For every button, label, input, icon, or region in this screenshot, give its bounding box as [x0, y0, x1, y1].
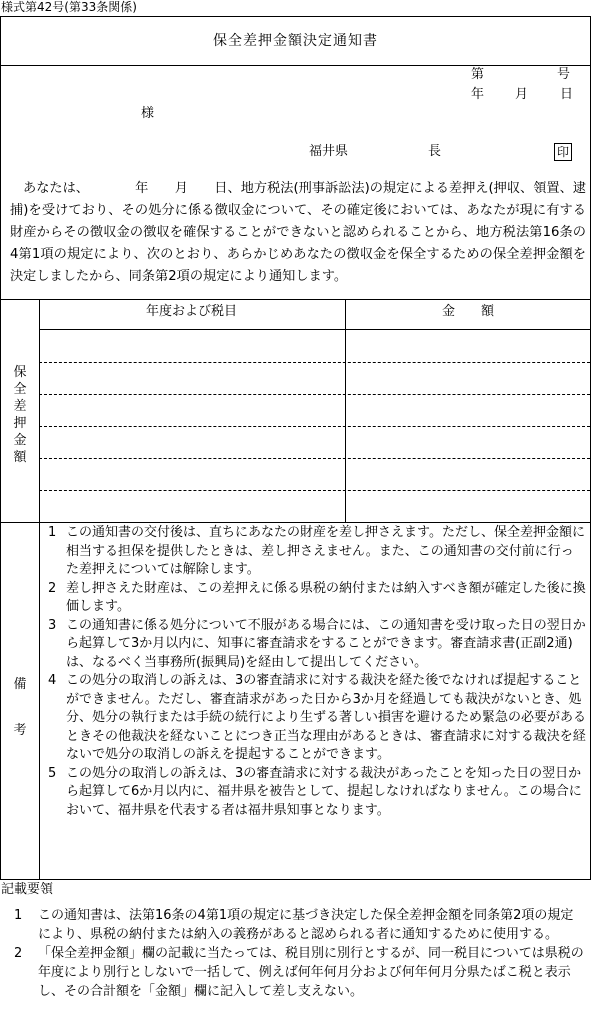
instruction-text: この通知書は、法第16条の4第1項の規定に基づき決定した保全差押金額を同条第2項の規定により、県税の納付または納入の義務があると認められる者に通知するために使用する。	[38, 908, 574, 942]
side-label-char: 金	[13, 433, 27, 448]
remark-number: 4	[48, 673, 57, 688]
remark-text: 差し押さえた財産は、この差押えに係る県税の納付または納入すべき額が確定した後に換価します。	[66, 580, 586, 614]
date-day: 日	[560, 87, 574, 102]
remark-text: この通知書の交付後は、直ちにあなたの財産を差し押さえます。ただし、保全差押金額に相当する担保を提供したときは、差し押さえません。また、この通知書の交付前に行った差押えについては解除します。	[66, 525, 585, 577]
remarks-side-label	[11, 662, 29, 754]
notice-body	[10, 178, 586, 288]
side-label-column-rule	[39, 299, 40, 879]
remark-number: 5	[48, 765, 57, 781]
side-label-char: 保	[13, 365, 27, 380]
instructions-heading: 記載要領	[1, 882, 54, 897]
instruction-text: 「保全差押金額」欄の記載に当たっては、税目別に別行とするが、同一税目については県税の年度により別行としないで一括して、例えば何年何月分および何年何月分県たばこ税と表示し、その合計額を「金額」欄に記入して差し支えない。	[38, 946, 584, 999]
instruction-number: 1	[14, 908, 23, 923]
side-label-char: 差	[13, 399, 27, 414]
table-row-rule	[39, 426, 590, 427]
table-row-rule	[39, 394, 590, 395]
table-row-rule	[39, 490, 590, 491]
side-label-char: 額	[13, 450, 27, 465]
document-title: 保全差押金額決定通知書	[213, 33, 378, 49]
seal-mark: 印	[554, 143, 572, 161]
body-divider	[1, 299, 590, 300]
remarks-list	[48, 524, 586, 820]
column-header-amount: 金 額	[441, 304, 494, 319]
remark-item	[48, 765, 586, 821]
amount-column-rule	[345, 299, 346, 522]
side-label-char: 備	[13, 677, 27, 692]
remark-text: この通知書に係る処分について不服がある場合には、この通知書を受け取った日の翌日から起算して3か月以内に、知事に審査請求をすることができます。審査請求書(正副2通)は、なるべく当事務所(振興局)を経由して提出してください。	[66, 617, 586, 670]
table-side-label	[11, 364, 29, 466]
remark-item	[48, 580, 586, 617]
remark-number: 3	[48, 617, 57, 633]
column-header-year-tax: 年度および税目	[145, 304, 237, 319]
form-number-label: 様式第42号(第33条関係)	[1, 0, 137, 14]
remark-item	[48, 524, 586, 580]
remark-text: この処分の取消しの訴えは、3の審査請求に対する裁決を経た後でなければ提起することができません。ただし、審査請求があった日から3か月を経過しても裁決がないとき、処分、処分の執行または手続の続行により生ずる著しい損害を避けるため緊急の必要があるときその他裁決を経ないことにつき正当な理由があるときは、審査請求に対する裁決を経ないで処分の取消しの訴えを提起することができます。	[66, 673, 587, 762]
number-suffix: 号	[557, 67, 571, 82]
remark-item	[48, 672, 586, 765]
remarks-divider	[1, 522, 590, 523]
table-header-divider	[39, 329, 590, 330]
instruction-number: 2	[14, 946, 23, 961]
number-prefix: 第	[471, 67, 485, 82]
side-label-char: 考	[13, 723, 27, 738]
title-divider	[1, 65, 590, 66]
notice-paragraph: あなたは、 年 月 日、地方税法(刑事訴訟法)の規定による差押え(押収、領置、逮捕)を受けており、その処分に係る徴収金について、その確定後においては、あなたが現に有する財産からその徴収金の徴収を確保することができないと認められることから、地方税法第16条の4第1項の規定により、次のとおり、あらかじめあなたの徴収金を保全するための保全差押金額を決定しましたから、同条第2項の規定により通知します。	[10, 181, 586, 284]
instruction-item	[14, 944, 586, 1001]
remark-item	[48, 617, 586, 673]
remark-text: この処分の取消しの訴えは、3の審査請求に対する裁決があったことを知った日の翌日から起算して6か月以内に、福井県を被告として、提起しなければなりません。この場合において、福井県を代表する者は福井県知事となります。	[66, 765, 582, 818]
instructions-list	[14, 906, 586, 1001]
side-label-char: 全	[13, 382, 27, 397]
table-row-rule	[39, 362, 590, 363]
instruction-item	[14, 906, 586, 944]
remark-number: 2	[48, 580, 57, 596]
remark-number: 1	[48, 525, 57, 540]
table-row-rule	[39, 458, 590, 459]
issuer-prefecture: 福井県	[309, 144, 349, 159]
side-label-char: 押	[13, 416, 27, 431]
date-year: 年	[471, 87, 485, 102]
issuer-chief: 長	[428, 144, 442, 159]
date-month: 月	[515, 87, 529, 102]
addressee-suffix: 様	[141, 106, 155, 121]
